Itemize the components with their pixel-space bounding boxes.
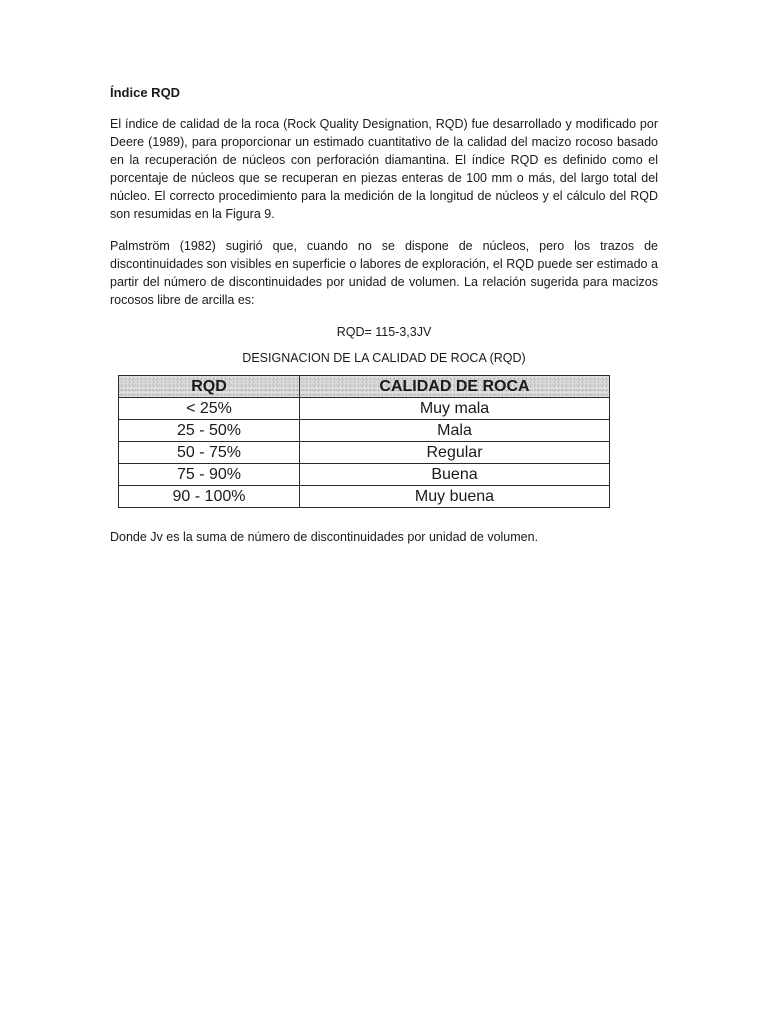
- table-cell-calidad: Regular: [300, 442, 610, 464]
- paragraph-rqd-definition: El índice de calidad de la roca (Rock Quality Designation, RQD) fue desarrollado y modificado por Deere (1989), para proporcionar un estimado cuantitativo de la calidad del macizo rocoso basado en la recuperación de núcleos con perforación diamantina. El índice RQD es definido como el porcentaje de núcleos que se recuperan en piezas enteras de 100 mm o más, del largo total del núcleo. El correcto procedimiento para la medición de la longitud de núcleos y el cálculo del RQD son resumidas en la Figura 9.: [110, 117, 658, 221]
- table-cell-rqd: 25 - 50%: [119, 420, 300, 442]
- table-cell-rqd: < 25%: [119, 398, 300, 420]
- table-row: [119, 464, 610, 486]
- table-cell-calidad: Buena: [300, 464, 610, 486]
- table-row: [119, 486, 610, 508]
- table-cell-rqd: 90 - 100%: [119, 486, 300, 508]
- table-cell-calidad: Muy buena: [300, 486, 610, 508]
- table-row: [119, 420, 610, 442]
- table-header-rqd: RQD: [119, 376, 300, 398]
- table-header-row: [119, 376, 610, 398]
- table-cell-calidad: Mala: [300, 420, 610, 442]
- paragraph-palmstrom: Palmström (1982) sugirió que, cuando no se dispone de núcleos, pero los trazos de discontinuidades son visibles en superficie o labores de exploración, el RQD puede ser estimado a partir del número de discontinuidades por unidad de volumen. La relación sugerida para macizos rocosos libre de arcilla es:: [110, 239, 658, 307]
- table-caption: DESIGNACION DE LA CALIDAD DE ROCA (RQD): [242, 351, 526, 365]
- section-heading: Índice RQD: [110, 85, 181, 100]
- table-cell-rqd: 75 - 90%: [119, 464, 300, 486]
- table-cell-rqd: 50 - 75%: [119, 442, 300, 464]
- rqd-table: [118, 375, 610, 508]
- table-header-calidad: CALIDAD DE ROCA: [300, 376, 610, 398]
- table-cell-calidad: Muy mala: [300, 398, 610, 420]
- footer-note: Donde Jv es la suma de número de discontinuidades por unidad de volumen.: [110, 530, 539, 544]
- table-row: [119, 398, 610, 420]
- rqd-formula: RQD= 115-3,3JV: [336, 325, 432, 339]
- document-page: [110, 84, 658, 546]
- table-row: [119, 442, 610, 464]
